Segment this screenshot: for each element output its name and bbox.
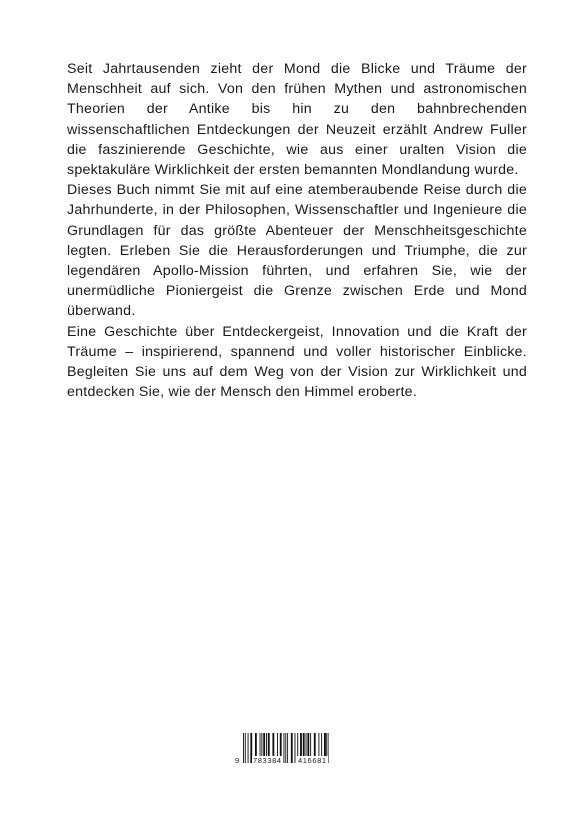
- back-cover-text: [67, 59, 527, 402]
- barcode-bar: [285, 733, 286, 763]
- barcode-bar: [248, 733, 249, 763]
- barcode-bar: [295, 733, 296, 763]
- barcode-bar: [283, 733, 284, 763]
- barcode-right-digits: 416681: [298, 756, 327, 765]
- barcode-bar: [243, 733, 244, 763]
- barcode-bar: [287, 733, 288, 763]
- barcode-first-digit: 9: [235, 756, 240, 765]
- barcode-left-digits: 783384: [253, 756, 282, 765]
- barcode-bar: [291, 733, 293, 763]
- blurb-paragraph-1: Seit Jahrtausenden zieht der Mond die Blicke und Träume der Menschheit auf sich. Von den frühen Mythen und astronomischen Theorien der Antike bis hin zu den bahnbrechenden wissenschaftlichen Entdeckungen der Neuzeit erzählt Andrew Fuller die faszinierende Geschichte, wie aus einer uralten Vision die spektakuläre Wirklichkeit der ersten bemannten Mondlandung wurde.: [67, 61, 527, 179]
- blurb-paragraph-2: Dieses Buch nimmt Sie mit auf eine atemberaubende Reise durch die Jahrhunderte, in der Philosophen, Wissenschaftler und Ingenieure die Grundlagen für das größte Abenteuer der Menschheitsgeschichte legten. Erleben Sie die Herausforderungen und Triumphe, die zur legendären Apollo-Mission führten, und erfahren Sie, wie der unermüdliche Pioniergeist die Grenze zwischen Erde und Mond überwand.: [67, 182, 527, 320]
- isbn-barcode: [235, 733, 345, 773]
- blurb-paragraph-3: Eine Geschichte über Entdeckergeist, Innovation und die Kraft der Träume – inspirierend, spannend und voller historischer Einblicke. Begleiten Sie uns auf dem Weg von der Vision zur Wirklichkeit und entdecken Sie, wie der Mensch den Himmel eroberte.: [67, 323, 527, 401]
- barcode-bar: [328, 733, 329, 763]
- barcode-bar: [245, 733, 246, 763]
